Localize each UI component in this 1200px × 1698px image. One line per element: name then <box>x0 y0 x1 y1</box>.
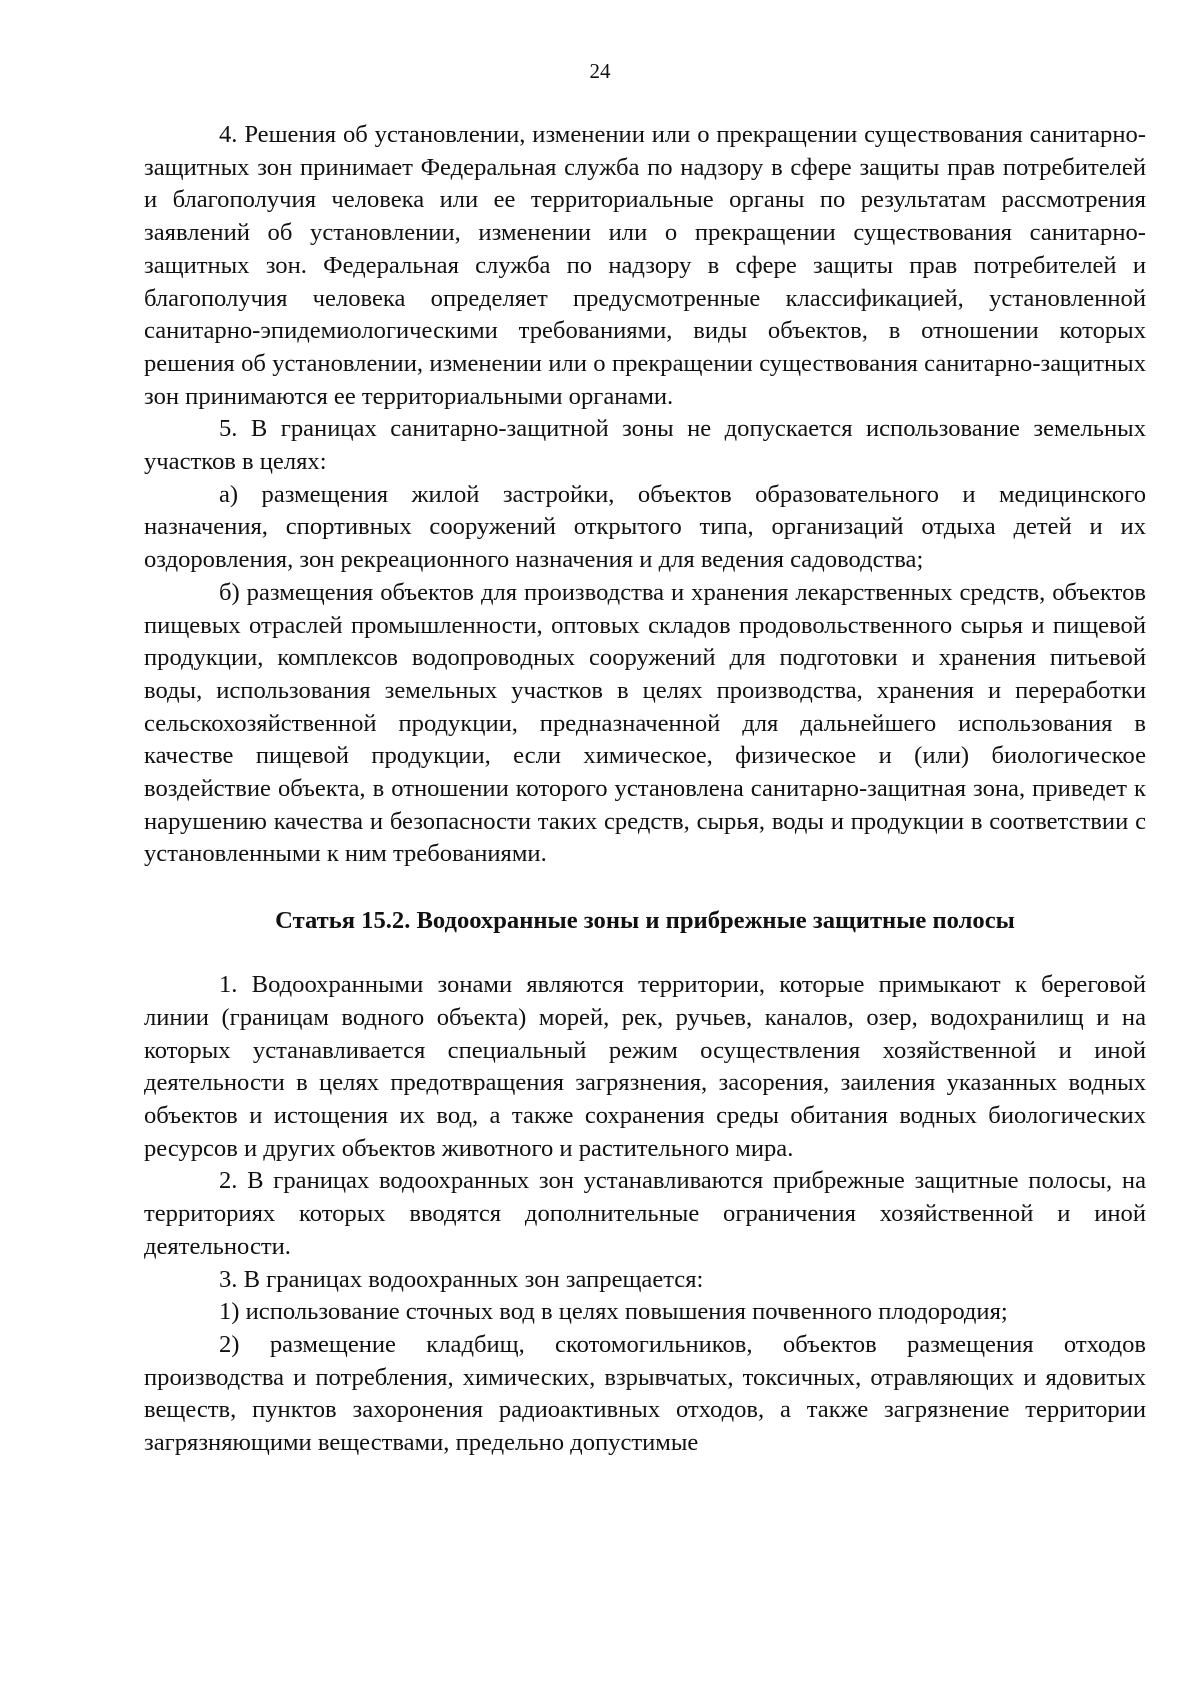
article-heading: Статья 15.2. Водоохранные зоны и прибрежные защитные полосы <box>275 907 1015 935</box>
subitem-a: а) размещения жилой застройки, объектов образовательного и медицинского назначения, спортивных сооружений открытого типа, организаций отдыха детей и их оздоровления, зон рекреационного назначения и для ведения садоводства; <box>144 480 1146 574</box>
paragraph-5-restrictions: 5. В границах санитарно-защитной зоны не допускается использование земельных участков в целях: <box>144 415 1146 476</box>
subitem-b: б) размещения объектов для производства и хранения лекарственных средств, объектов пищевых отраслей промышленности, оптовых складов продовольственного сырья и пищевой продукции, комплексов водопроводных сооружений для подготовки и хранения питьевой воды, использования земельных участков в целях производства, хранения и переработки сельскохозяйственной продукции, предназначенной для дальнейшего использования в качестве пищевой продукции, если химическое, физическое и (или) биологическое воздействие объекта, в отношении которого установлена санитарно-защитная зона, приведет к нарушению качества и безопасности таких средств, сырья, воды и продукции в соответствии с установленными к ним требованиями. <box>144 578 1146 868</box>
paragraph-3-prohibitions: 3. В границах водоохранных зон запрещается: <box>219 1265 704 1293</box>
document-body <box>144 119 1146 1460</box>
prohibition-item-1: 1) использование сточных вод в целях повышения почвенного плодородия; <box>219 1298 1008 1326</box>
page-number: 24 <box>589 59 611 83</box>
paragraph-4-decisions: 4. Решения об установлении, изменении или о прекращении существования санитарно-защитных зон принимает Федеральная служба по надзору в сфере защиты прав потребителей и благополучия человека или ее территориальные органы по результатам рассмотрения заявлений об установлении, изменении или о прекращении существования санитарно-защитных зон. Федеральная служба по надзору в сфере защиты прав потребителей и благополучия человека определяет предусмотренные классификацией, установленной санитарно-эпидемиологическими требованиями, виды объектов, в отношении которых решения об установлении, изменении или о прекращении существования санитарно-защитных зон принимаются ее территориальными органами. <box>144 121 1146 410</box>
paragraph-1-water-zones: 1. Водоохранными зонами являются территории, которые примыкают к береговой линии (границам водного объекта) морей, рек, ручьев, каналов, озер, водохранилищ и на которых устанавливается специальный режим осуществления хозяйственной и иной деятельности в целях предотвращения загрязнения, засорения, заиления указанных водных объектов и истощения их вод, а также сохранения среды обитания водных биологических ресурсов и других объектов животного и растительного мира. <box>144 971 1146 1162</box>
prohibition-item-2: 2) размещение кладбищ, скотомогильников, объектов размещения отходов производства и потребления, химических, взрывчатых, токсичных, отравляющих и ядовитых веществ, пунктов захоронения радиоактивных отходов, а также загрязнение территории загрязняющими веществами, предельно допустимые <box>144 1330 1146 1457</box>
paragraph-2-coastal-strips: 2. В границах водоохранных зон устанавливаются прибрежные защитные полосы, на территориях которых вводятся дополнительные ограничения хозяйственной и иной деятельности. <box>144 1167 1146 1260</box>
